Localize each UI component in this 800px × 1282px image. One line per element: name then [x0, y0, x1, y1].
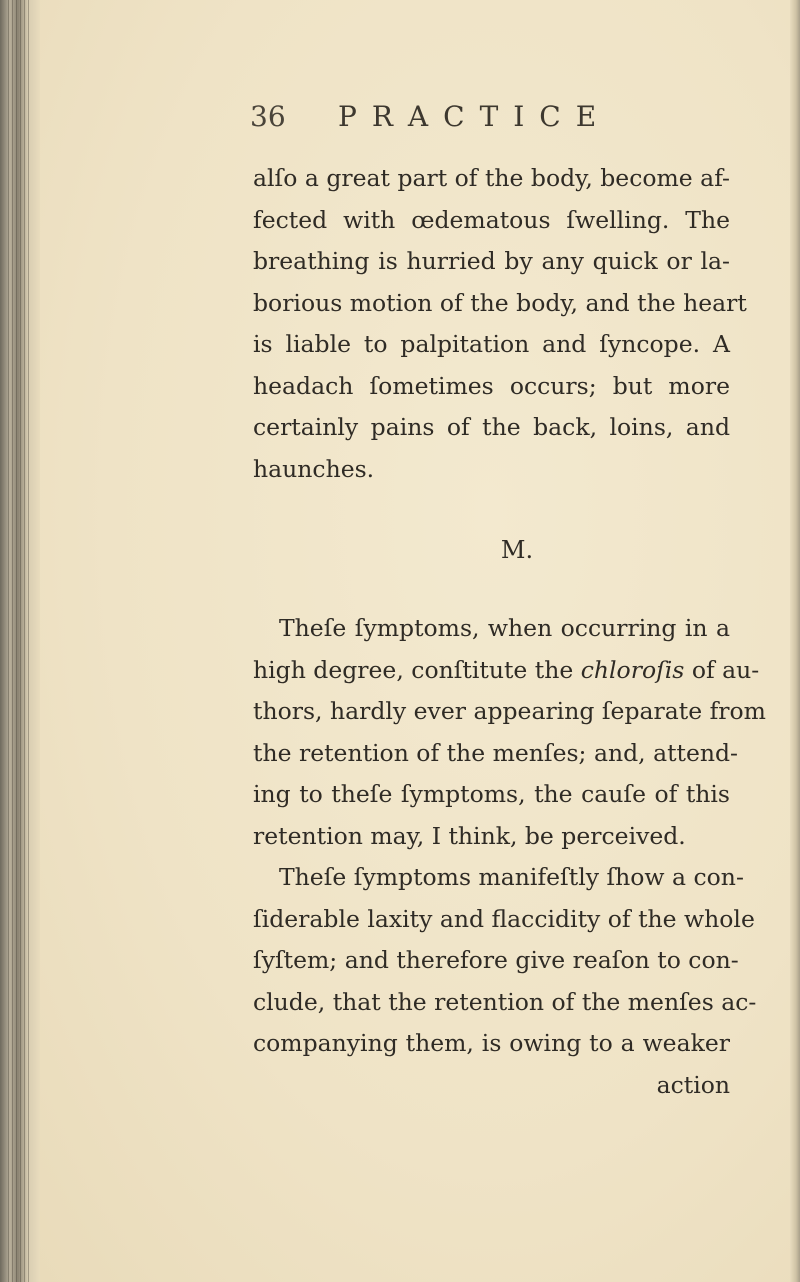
text-line: fected with œdematous ſwelling. The	[253, 205, 730, 234]
running-head: PRACTICE	[338, 100, 612, 133]
text-line: clude, that the retention of the menſes ac-	[253, 987, 757, 1016]
book-gutter	[0, 0, 40, 1282]
paragraph-1	[253, 158, 747, 490]
page-header	[250, 100, 730, 140]
text-line: headach ſometimes occurs; but more	[253, 371, 730, 400]
paragraph-2	[253, 608, 766, 1106]
text-line: breathing is hurried by any quick or la-	[253, 247, 730, 275]
text-segment: of au-	[684, 655, 760, 684]
text-line-with-italic	[253, 650, 760, 692]
text-line: Theſe ſymptoms, when occurring in a	[279, 614, 730, 642]
section-mark	[12, 536, 800, 564]
page-right-edge	[790, 0, 800, 1282]
text-line: ſyſtem; and therefore give reaſon to con-	[253, 946, 739, 974]
italic-term: chloroſis	[580, 655, 685, 684]
catchword: action	[656, 1070, 730, 1099]
text-line: Theſe ſymptoms manifeſtly ſhow a con-	[279, 863, 744, 891]
text-line: ing to theſe ſymptoms, the cauſe of this	[253, 780, 730, 808]
text-line: the retention of the menſes; and, attend-	[253, 738, 738, 767]
text-line: companying them, is owing to a weaker	[253, 1029, 730, 1057]
text-line: haunches.	[253, 454, 375, 483]
text-line: certainly pains of the back, loins, and	[253, 413, 730, 441]
gutter-binding-lines	[8, 0, 32, 1282]
page-number: 36	[250, 100, 286, 133]
text-line: ſiderable laxity and flaccidity of the whole	[253, 904, 755, 933]
text-line: retention may, I think, be perceived.	[253, 821, 686, 850]
text-line: borious motion of the body, and the heart	[253, 288, 747, 317]
text-line: is liable to palpitation and ſyncope. A	[253, 330, 730, 358]
section-letter: M.	[500, 536, 534, 564]
text-segment: high degree, conſtitute the	[253, 655, 581, 684]
text-line: alſo a great part of the body, become af-	[253, 164, 730, 192]
text-line: thors, hardly ever appearing ſeparate from	[253, 697, 766, 725]
